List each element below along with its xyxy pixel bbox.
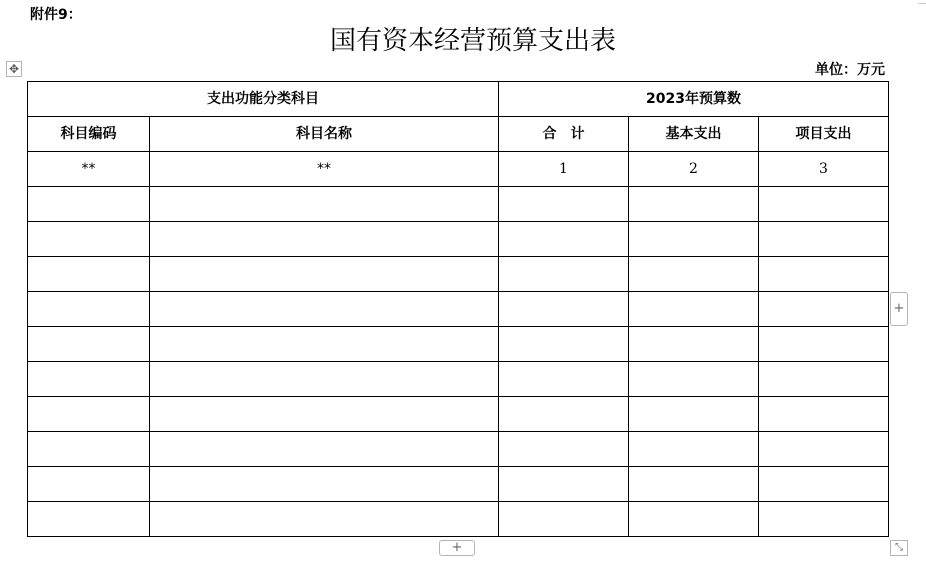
table-cell-subject-name[interactable] [150,502,499,537]
budget-table [27,81,889,537]
table-cell-subject-name[interactable] [150,187,499,222]
table-cell-project-expense[interactable] [759,362,889,397]
column-header-row [28,117,889,152]
table-cell-project-expense[interactable] [759,292,889,327]
table-cell-total[interactable] [499,257,629,292]
header-cell-basic-expense[interactable]: 基本支出 [629,117,759,152]
table-cell-subject-name[interactable] [150,467,499,502]
table-cell-project-expense[interactable] [759,187,889,222]
table-cell-subject-name[interactable] [150,257,499,292]
table-cell-total[interactable] [499,222,629,257]
table-cell-total[interactable] [499,397,629,432]
table-cell-basic-expense[interactable] [629,502,759,537]
table-cell-basic-expense[interactable] [629,222,759,257]
plus-icon: + [451,540,463,555]
table-cell-basic-expense[interactable] [629,292,759,327]
table-cell-basic-expense[interactable] [629,327,759,362]
table-cell-project-expense[interactable] [759,502,889,537]
table-cell-subject-name[interactable] [150,327,499,362]
table-cell-basic-expense[interactable] [629,362,759,397]
table-cell-project-expense[interactable] [759,397,889,432]
table-row [28,327,889,362]
table-cell-subject-code[interactable] [28,292,150,327]
table-row [28,292,889,327]
table-cell-total[interactable] [499,362,629,397]
table-row [28,222,889,257]
index-cell-basic-expense[interactable]: 2 [629,152,759,187]
table-row [28,257,889,292]
table-row [28,362,889,397]
header-cell-subject-name[interactable]: 科目名称 [150,117,499,152]
table-cell-project-expense[interactable] [759,327,889,362]
table-cell-basic-expense[interactable] [629,397,759,432]
table-cell-basic-expense[interactable] [629,187,759,222]
table-cell-subject-code[interactable] [28,467,150,502]
table-resize-handle[interactable] [890,540,908,556]
resize-icon: ⤡ [895,542,903,553]
table-cell-basic-expense[interactable] [629,467,759,502]
table-cell-total[interactable] [499,327,629,362]
table-row [28,397,889,432]
table-cell-subject-name[interactable] [150,397,499,432]
header-cell-classification[interactable]: 支出功能分类科目 [28,82,499,117]
table-row [28,467,889,502]
table-cell-subject-code[interactable] [28,327,150,362]
table-cell-subject-name[interactable] [150,222,499,257]
index-row [28,152,889,187]
table-cell-subject-name[interactable] [150,292,499,327]
header-cell-budget-year[interactable]: 2023年预算数 [499,82,889,117]
table-cell-subject-code[interactable] [28,257,150,292]
table-row [28,502,889,537]
index-cell-subject-name[interactable]: ** [150,152,499,187]
table-cell-total[interactable] [499,502,629,537]
table-cell-subject-code[interactable] [28,222,150,257]
table-cell-project-expense[interactable] [759,432,889,467]
add-column-button[interactable] [890,292,908,326]
index-cell-project-expense[interactable]: 3 [759,152,889,187]
table-row [28,432,889,467]
window-corner-mark [918,0,926,4]
move-icon: ✥ [8,62,20,76]
index-cell-total[interactable]: 1 [499,152,629,187]
document-title: 国有资本经营预算支出表 [329,26,616,56]
table-cell-subject-name[interactable] [150,362,499,397]
table-cell-project-expense[interactable] [759,222,889,257]
table-cell-total[interactable] [499,432,629,467]
header-cell-subject-code[interactable]: 科目编码 [28,117,150,152]
table-cell-subject-code[interactable] [28,397,150,432]
table-cell-subject-code[interactable] [28,432,150,467]
table-cell-project-expense[interactable] [759,467,889,502]
attachment-label: 附件9： [30,7,82,23]
table-cell-total[interactable] [499,187,629,222]
header-cell-project-expense[interactable]: 项目支出 [759,117,889,152]
table-cell-subject-code[interactable] [28,502,150,537]
header-cell-total[interactable]: 合 计 [499,117,629,152]
table-cell-total[interactable] [499,467,629,502]
table-cell-subject-code[interactable] [28,187,150,222]
add-row-button[interactable] [439,540,475,556]
table-cell-basic-expense[interactable] [629,257,759,292]
group-header-row [28,82,889,117]
table-row [28,187,889,222]
table-cell-project-expense[interactable] [759,257,889,292]
table-move-handle[interactable] [6,61,22,77]
unit-label: 单位：万元 [815,62,885,78]
table-cell-subject-code[interactable] [28,362,150,397]
index-cell-subject-code[interactable]: ** [28,152,150,187]
plus-icon: + [893,301,905,316]
table-cell-total[interactable] [499,292,629,327]
table-cell-basic-expense[interactable] [629,432,759,467]
table-cell-subject-name[interactable] [150,432,499,467]
